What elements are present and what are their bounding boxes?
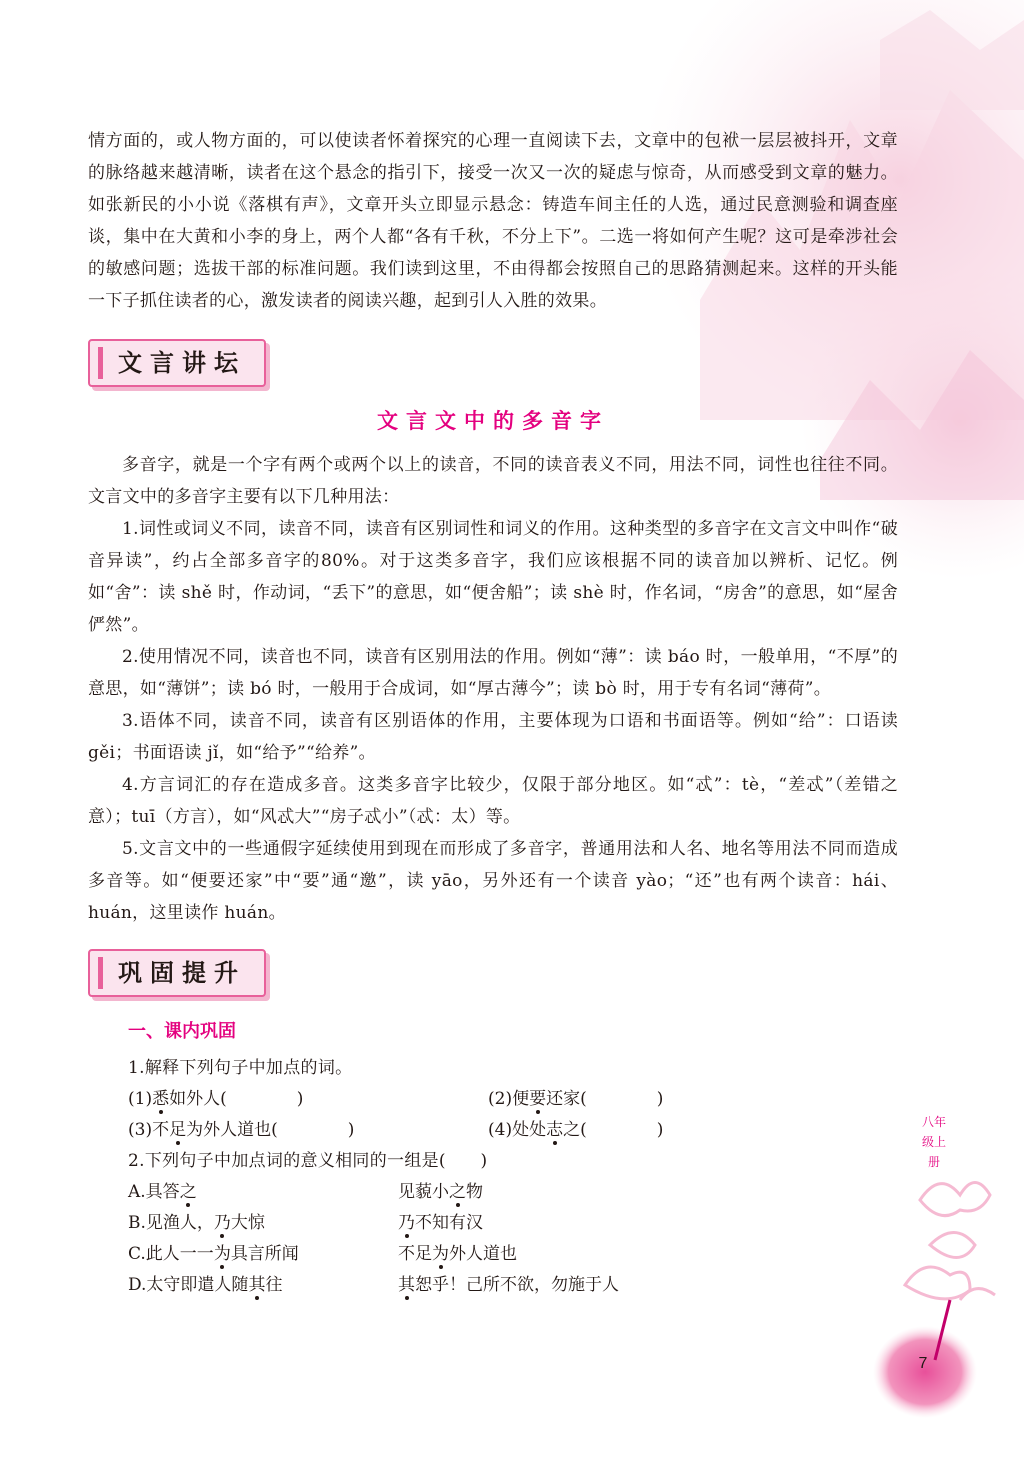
- point-4: 4.方言词汇的存在造成多音。这类多音字比较少，仅限于部分地区。如“忒”：tè，“差忒”（差错之意）；tuī（方言），如“风忒大”“房子忒小”（忒：太）等。: [88, 775, 898, 827]
- question-2-option[interactable]: B.见渔人，乃大惊 乃不知有汉: [128, 1213, 483, 1233]
- question-1-item: (3)不足为外人道也( ): [128, 1120, 355, 1140]
- question-1-row: [128, 1084, 898, 1115]
- section-tag-consolidation: 巩固提升: [88, 949, 266, 997]
- point-2: 2.使用情况不同，读音也不同，读音有区别用法的作用。例如“薄”：读 báo 时，一般单用，“不厚”的意思，如“薄饼”；读 bó 时，一般用于合成词，如“厚古薄今”；读 bò 时，用于专有名词“薄荷”。: [88, 647, 898, 699]
- page-content: [88, 125, 898, 1301]
- page-number: 7: [918, 1355, 928, 1372]
- article-title: 文言文中的多音字: [377, 409, 609, 433]
- question-1-item: (4)处处志之( ): [488, 1120, 664, 1140]
- intro-paragraph: 情方面的，或人物方面的，可以使读者怀着探究的心理一直阅读下去，文章中的包袱一层层被抖开，文章的脉络越来越清晰，读者在这个悬念的指引下，接受一次又一次的疑虑与惊奇，从而感受到文章的魅力。如张新民的小小说《落棋有声》，文章开头立即显示悬念：铸造车间主任的人选，通过民意测验和调查座谈，集中在大黄和小李的身上，两个人都“各有千秋，不分上下”。二选一将如何产生呢？这可是牵涉社会的敏感问题；选拔干部的标准问题。我们读到这里，不由得都会按照自己的思路猜测起来。这样的开头能一下子抓住读者的心，激发读者的阅读兴趣，起到引人入胜的效果。: [88, 131, 898, 311]
- subhead-in-class: 一、课内巩固: [128, 1021, 236, 1042]
- article-intro: 多音字，就是一个字有两个或两个以上的读音，不同的读音表义不同，用法不同，词性也往往不同。文言文中的多音字主要有以下几种用法：: [88, 455, 898, 507]
- question-1-item: (1)悉如外人( ): [128, 1089, 304, 1109]
- section-classical-forum: [88, 339, 898, 387]
- grade-side-label: 八年级上册: [922, 1115, 947, 1169]
- question-1-row: [128, 1115, 898, 1146]
- question-1-stem: 1.解释下列句子中加点的词。: [128, 1058, 353, 1078]
- point-3: 3.语体不同，读音不同，读音有区别语体的作用，主要体现为口语和书面语等。例如“给”：口语读 gěi；书面语读 jǐ，如“给予”“给养”。: [88, 711, 898, 763]
- question-2-option[interactable]: C.此人一一为具言所闻 不足为外人道也: [128, 1244, 517, 1264]
- question-2-option[interactable]: A.具答之 见藐小之物: [128, 1182, 483, 1202]
- section-tag-classical-forum: 文言讲坛: [88, 339, 266, 387]
- cloud-pattern-decoration: [905, 1183, 995, 1301]
- question-2-option[interactable]: D.太守即遣人随其往 其恕乎！己所不欲，勿施于人: [128, 1275, 619, 1295]
- section-consolidation: [88, 949, 898, 997]
- question-1-item: (2)便要还家( ): [488, 1089, 664, 1109]
- point-5: 5.文言文中的一些通假字延续使用到现在而形成了多音字，普通用法和人名、地名等用法不同而造成多音等。如“便要还家”中“要”通“邀”，读 yāo，另外还有一个读音 yào；“还”也有两个读音：hái、huán，这里读作 huán。: [88, 839, 898, 923]
- question-2-stem: 2.下列句子中加点词的意义相同的一组是( ): [128, 1151, 488, 1171]
- point-1: 1.词性或词义不同，读音不同，读音有区别词性和词义的作用。这种类型的多音字在文言文中叫作“破音异读”，约占全部多音字的80%。对于这类多音字，我们应该根据不同的读音加以辨析、记忆。例如“舍”：读 shě 时，作动词，“丢下”的意思，如“便舍船”；读 shè 时，作名词，“房舍”的意思，如“屋舍俨然”。: [88, 519, 898, 635]
- exercises: [88, 1053, 898, 1301]
